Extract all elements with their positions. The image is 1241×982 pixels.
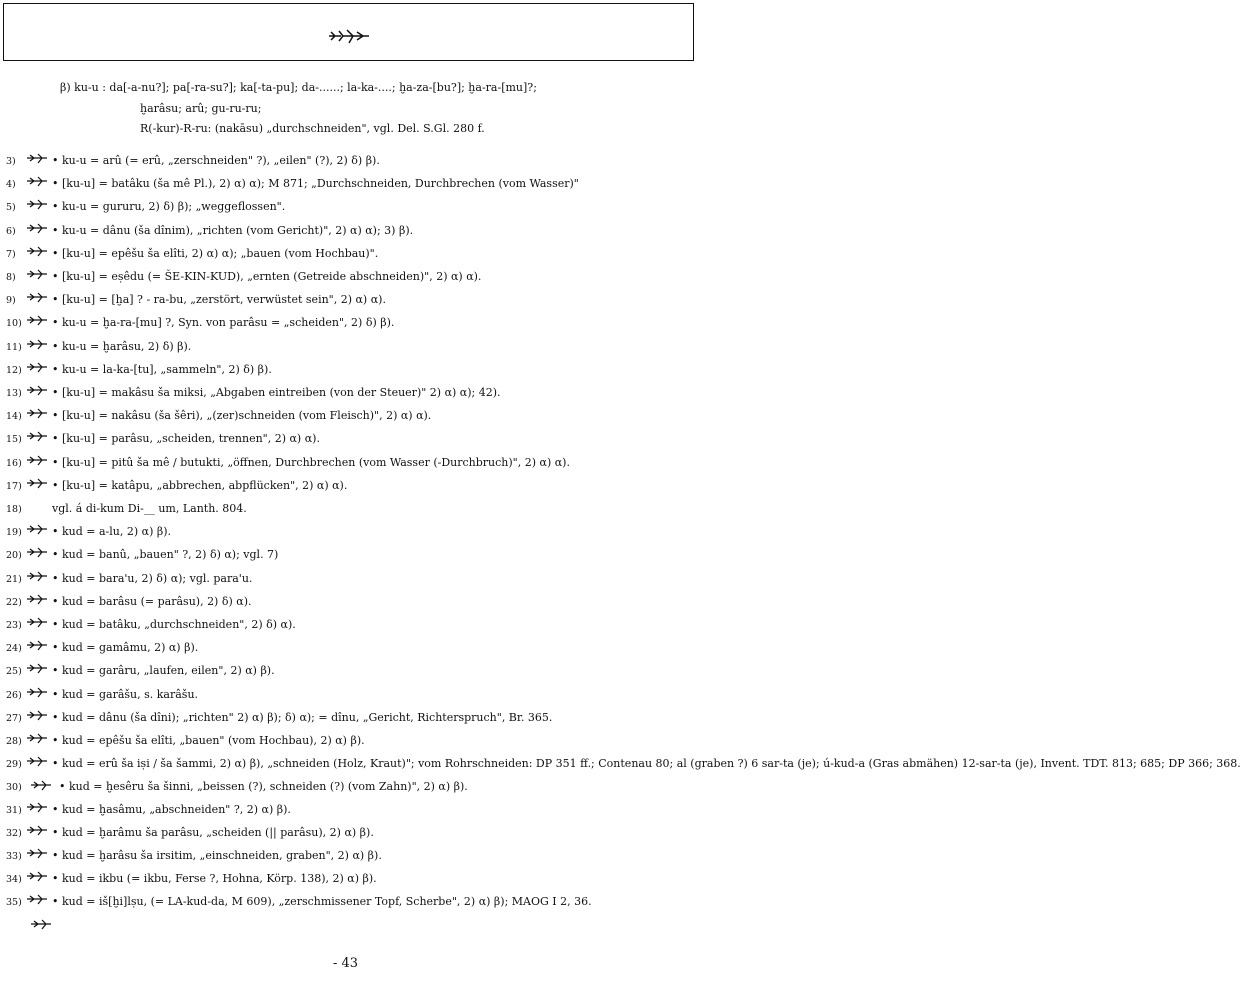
entry-text: • [ku-u] = eṣêdu (= ŠE-KIN-KUD), „ernten (Getreide abschneiden)", 2) α) α).: [52, 270, 482, 284]
cuneiform-sign-icon: [26, 593, 48, 605]
intro-line: R(-kur)-R-ru: (nakāsu) „durchschneiden", vgl. Del. S.Gl. 280 f.: [140, 122, 485, 135]
list-item: [6, 150, 696, 173]
entry-text: • [ku-u] = epêšu ša elîti, 2) α) α); „bauen (vom Hochbau)".: [52, 246, 379, 260]
list-item: [6, 173, 696, 196]
list-item: [6, 289, 696, 312]
entry-number: 20): [6, 550, 22, 562]
entry-text: • kud = ikbu (= ikbu, Ferse ?, Hohna, Körp. 138), 2) α) β).: [52, 872, 377, 886]
entry-text: • kud = dânu (ša dîni); „richten" 2) α) β); δ) α); = dînu, „Gericht, Richterspruch", Br. 365.: [52, 710, 553, 724]
entry-number: 27): [6, 712, 22, 724]
list-item: [6, 243, 696, 266]
entry-text: • kud = ḫarâsu ša irsitim, „einschneiden, graben", 2) α) β).: [52, 849, 382, 863]
entry-number: 6): [6, 225, 16, 237]
entry-text: • kud = ḫasâmu, „abschneiden" ?, 2) α) β).: [52, 802, 291, 816]
cuneiform-sign-icon: [26, 198, 48, 210]
entry-number: 26): [6, 689, 22, 701]
entry-number: 28): [6, 736, 22, 748]
list-item: [6, 220, 696, 243]
list-item: [6, 544, 696, 567]
list-item: [6, 730, 696, 753]
cuneiform-sign-icon: [26, 477, 48, 489]
entry-number: 22): [6, 596, 22, 608]
list-item: [6, 568, 696, 591]
entry-text: • ku-u = gururu, 2) δ) β); „weggeflossen".: [52, 200, 286, 214]
entry-text: • ku-u = la-ka-[tu], „sammeln", 2) δ) β).: [52, 362, 272, 376]
entry-text: • kud = bara'u, 2) δ) α); vgl. para'u.: [52, 571, 253, 585]
entry-number: 19): [6, 527, 22, 539]
entry-number: 8): [6, 272, 16, 284]
entry-text: • ku-u = ḫarâsu, 2) δ) β).: [52, 339, 192, 353]
entry-number: 13): [6, 388, 22, 400]
entry-number: 32): [6, 827, 22, 839]
list-item: [6, 405, 696, 428]
list-item: [6, 196, 696, 219]
cuneiform-sign-icon: [26, 824, 48, 836]
entry-text: • kud = iš[ḫi]lṣu, (= LA-kud-da, M 609), „zerschmissener Topf, Scherbe", 2) α) β); MAOG I 2, 36.: [52, 895, 592, 909]
entry-number: 31): [6, 804, 22, 816]
entry-number: 24): [6, 643, 22, 655]
entry-text: • [ku-u] = nakâsu (ša šêri), „(zer)schneiden (vom Fleisch)", 2) α) α).: [52, 409, 432, 423]
cuneiform-sign-icon: [26, 454, 48, 466]
entry-number: 5): [6, 202, 16, 214]
entry-number: 3): [6, 156, 16, 167]
entry-number: 16): [6, 457, 22, 469]
cuneiform-sign-icon: [26, 291, 48, 303]
entry-number: 21): [6, 573, 22, 585]
cuneiform-sign-icon: [30, 918, 52, 930]
list-item: [6, 312, 696, 335]
entry-text: • ku-u = arû (= erû, „zerschneiden" ?), „eilen" (?), 2) δ) β).: [52, 154, 380, 167]
entry-number: 11): [6, 341, 22, 353]
list-item: [6, 776, 696, 798]
entry-text: • kud = garâšu, s. karâšu.: [52, 687, 199, 701]
cuneiform-sign-icon: [26, 662, 48, 674]
list-item: [6, 799, 696, 822]
list-item: [6, 684, 696, 707]
list-item: [6, 359, 696, 382]
intro-line: β) ku-u : da[-a-nu?]; pa[-ra-su?]; ka[-ta-pu]; da-......; la-ka-....; ḫa-za-[bu?]; ḫa-ra-[mu]?;: [60, 81, 537, 94]
list-item: [6, 452, 696, 475]
entry-text: • kud = garâru, „laufen, eilen", 2) α) β).: [52, 664, 275, 678]
cuneiform-sign-icon: [26, 152, 48, 164]
cuneiform-sign-icon: [26, 361, 48, 373]
list-item: [6, 266, 696, 289]
cuneiform-sign-icon: [26, 755, 48, 767]
cuneiform-sign-icon: [26, 893, 48, 905]
cuneiform-sign-icon: [26, 245, 48, 257]
entry-number: 33): [6, 851, 22, 863]
entry-number: 14): [6, 411, 22, 423]
cuneiform-sign-icon: [26, 338, 48, 350]
entry-number: 30): [6, 782, 22, 794]
entry-number: 7): [6, 248, 16, 260]
entry-number: 12): [6, 364, 22, 376]
list-item: [6, 336, 696, 359]
intro-block: [60, 78, 690, 140]
list-item: [6, 637, 696, 660]
list-item: [6, 915, 696, 937]
entry-number: 25): [6, 666, 22, 678]
entry-text: • kud = epêšu ša elîti, „bauen" (vom Hochbau), 2) α) β).: [52, 734, 365, 748]
cuneiform-sign-icon: [30, 779, 52, 791]
entry-number: 34): [6, 874, 22, 886]
list-item: [6, 521, 696, 544]
entry-number: 9): [6, 295, 16, 307]
entry-number: 29): [6, 759, 22, 771]
cuneiform-sign-icon: [26, 384, 48, 396]
cuneiform-sign-icon: [26, 314, 48, 326]
cuneiform-sign-icon: [26, 268, 48, 280]
list-item: [6, 660, 696, 683]
entry-text: • [ku-u] = pitû ša mê / butukti, „öffnen, Durchbrechen (vom Wasser (-Durchbruch)", 2) α) α).: [52, 455, 570, 469]
entry-number: 17): [6, 480, 22, 492]
entry-text: • kud = erû ša iṣi / ša šammi, 2) α) β), „schneiden (Holz, Kraut)"; vom Rohrschneiden: DP 351 ff.; Contenau 80; al (graben ?) 6 sar-ta (je); ú-kud-a (Gras abmähen) 12-sar-ta (je), Invent. TDT. 813; 685; DP 366; 368.: [52, 757, 1241, 771]
entry-number: 10): [6, 318, 22, 330]
list-item: [6, 475, 696, 498]
list-item: [6, 868, 696, 891]
entry-text: • [ku-u] = parâsu, „scheiden, trennen", 2) α) α).: [52, 432, 320, 446]
entry-text: • [ku-u] = [ḫa] ? - ra-bu, „zerstört, verwüstet sein", 2) α) α).: [52, 293, 386, 307]
cuneiform-sign-icon: [26, 801, 48, 813]
list-item: [6, 498, 696, 521]
intro-line: ḫarâsu; arû; gu-ru-ru;: [140, 101, 262, 115]
entry-number: 35): [6, 897, 22, 909]
cuneiform-sign-icon: [26, 407, 48, 419]
cuneiform-sign-icon: [26, 847, 48, 859]
entry-text: • ku-u = ḫa-ra-[mu] ?, Syn. von parâsu = „scheiden", 2) δ) β).: [52, 316, 395, 330]
page-header-box: [3, 3, 694, 61]
cuneiform-sign-icon: [26, 870, 48, 882]
page-number: - 43: [333, 956, 359, 971]
entry-text: • kud = ḫarâmu ša parâsu, „scheiden (|| parâsu), 2) α) β).: [52, 825, 374, 839]
cuneiform-sign-icon: [26, 430, 48, 442]
list-item: [6, 753, 1241, 776]
entry-text: • kud = batâku, „durchschneiden", 2) δ) α).: [52, 618, 296, 632]
entry-text: • [ku-u] = katâpu, „abbrechen, abpflücken", 2) α) α).: [52, 478, 348, 492]
list-item: [6, 707, 696, 730]
entry-text: vgl. á di-kum Di-__ um, Lanth. 804.: [52, 502, 247, 516]
entry-text: • kud = a-lu, 2) α) β).: [52, 525, 172, 539]
entry-text: • [ku-u] = makâsu ša miksi, „Abgaben eintreiben (von der Steuer)" 2) α) α); 42).: [52, 386, 501, 400]
list-item: [6, 428, 696, 451]
cuneiform-sign-icon: [26, 639, 48, 651]
entry-text: • ku-u = dânu (ša dînim), „richten (vom Gericht)", 2) α) α); 3) β).: [52, 223, 414, 237]
cuneiform-sign-icon: [26, 175, 48, 187]
cuneiform-sign-icon: [327, 26, 371, 44]
entry-text: • kud = ḫesêru ša šinni, „beissen (?), schneiden (?) (vom Zahn)", 2) α) β).: [59, 780, 468, 794]
cuneiform-sign-icon: [26, 222, 48, 234]
entry-number: 18): [6, 504, 22, 516]
entry-text: • kud = barâsu (= parâsu), 2) δ) α).: [52, 594, 252, 608]
entry-number: 15): [6, 434, 22, 446]
cuneiform-sign-icon: [26, 616, 48, 628]
cuneiform-sign-icon: [26, 732, 48, 744]
list-item: [6, 891, 696, 914]
entry-number: 23): [6, 620, 22, 632]
list-item: [6, 591, 696, 614]
list-item: [6, 614, 696, 637]
entry-text: • [ku-u] = batâku (ša mê Pl.), 2) α) α); M 871; „Durchschneiden, Durchbrechen (vom Wasser)": [52, 177, 579, 191]
entry-list: [6, 150, 1241, 937]
cuneiform-sign-icon: [26, 570, 48, 582]
list-item: [6, 382, 696, 405]
list-item: [6, 845, 696, 868]
entry-text: • kud = banû, „bauen" ?, 2) δ) α); vgl. 7): [52, 548, 279, 562]
entry-number: 4): [6, 179, 16, 191]
entry-text: • kud = gamâmu, 2) α) β).: [52, 641, 199, 655]
cuneiform-sign-icon: [26, 523, 48, 535]
cuneiform-sign-icon: [26, 546, 48, 558]
cuneiform-sign-icon: [26, 709, 48, 721]
list-item: [6, 822, 696, 845]
cuneiform-sign-icon: [26, 686, 48, 698]
